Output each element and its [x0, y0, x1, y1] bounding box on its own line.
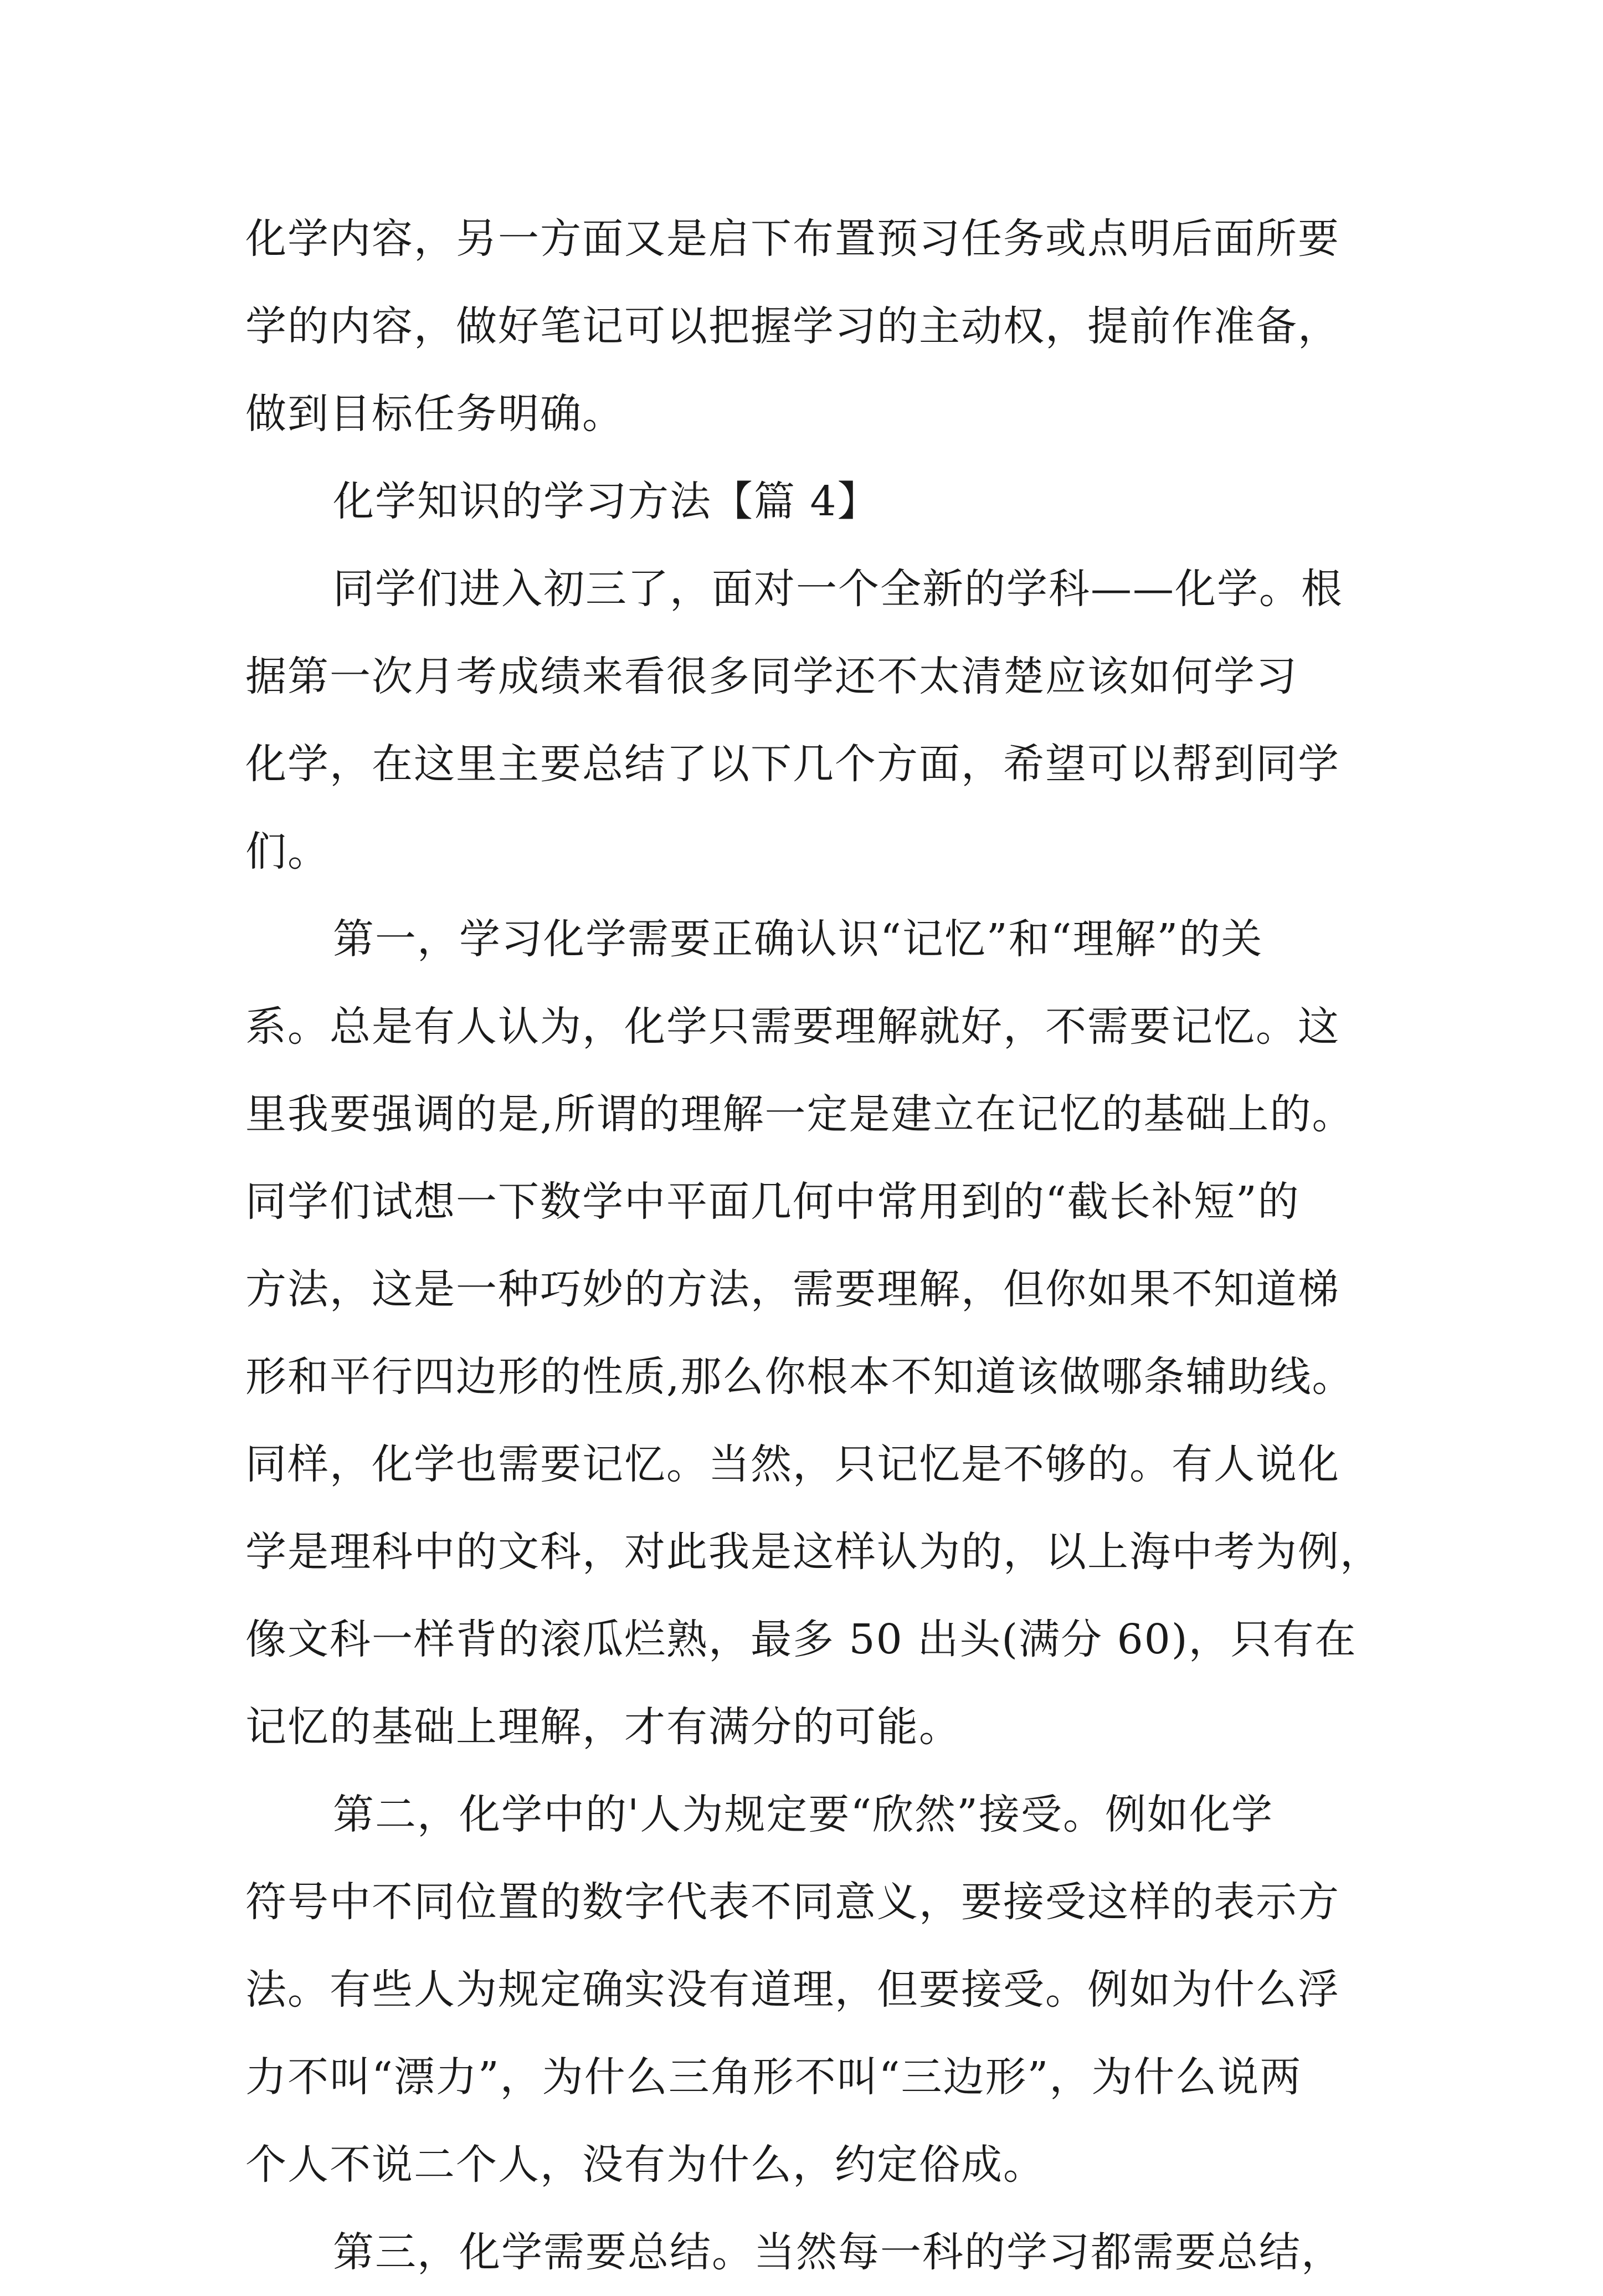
text-line: 们。	[245, 828, 330, 875]
text-line: 第二，化学中的'人为规定要“欣然”接受。例如化学	[333, 1791, 1274, 1838]
text-line: 里我要强调的是,所谓的理解一定是建立在记忆的基础上的。	[245, 1090, 1354, 1138]
text-line: 学是理科中的文科，对此我是这样认为的，以上海中考为例，	[245, 1528, 1382, 1576]
body-text	[245, 195, 1382, 2296]
text-line: 同学们进入初三了，面对一个全新的学科——化学。根	[333, 565, 1343, 613]
text-line: 同学们试想一下数学中平面几何中常用到的“截长补短”的	[245, 1178, 1300, 1226]
text-line: 法。有些人为规定确实没有道理，但要接受。例如为什么浮	[245, 1966, 1340, 2013]
text-line: 第三，化学需要总结。当然每一科的学习都需要总结，	[333, 2228, 1343, 2276]
section-heading: 化学知识的学习方法【篇 4】	[333, 478, 880, 525]
text-line: 形和平行四边形的性质,那么你根本不知道该做哪条辅助线。	[245, 1353, 1354, 1401]
text-line: 像文科一样背的滚瓜烂熟，最多 50 出头(满分 60)，只有在	[245, 1616, 1357, 1663]
text-line: 化学，在这里主要总结了以下几个方面，希望可以帮到同学	[245, 740, 1340, 788]
text-line: 第一，学习化学需要正确认识“记忆”和“理解”的关	[333, 915, 1263, 963]
text-line: 个人不说二个人，没有为什么，约定俗成。	[245, 2141, 1045, 2189]
text-line: 力不叫“漂力”，为什么三角形不叫“三边形”，为什么说两	[245, 2053, 1302, 2101]
text-line: 做到目标任务明确。	[245, 390, 624, 438]
text-line: 方法，这是一种巧妙的方法，需要理解，但你如果不知道梯	[245, 1265, 1340, 1313]
text-line: 化学内容，另一方面又是启下布置预习任务或点明后面所要	[245, 215, 1340, 263]
text-line: 据第一次月考成绩来看很多同学还不太清楚应该如何学习	[245, 653, 1298, 700]
text-line: 学的内容，做好笔记可以把握学习的主动权，提前作准备，	[245, 303, 1340, 350]
text-line: 记忆的基础上理解，才有满分的可能。	[245, 1703, 961, 1751]
text-line: 系。总是有人认为，化学只需要理解就好，不需要记忆。这	[245, 1003, 1340, 1050]
text-line: 符号中不同位置的数字代表不同意义，要接受这样的表示方	[245, 1878, 1340, 1926]
text-line: 同样，化学也需要记忆。当然，只记忆是不够的。有人说化	[245, 1441, 1340, 1488]
